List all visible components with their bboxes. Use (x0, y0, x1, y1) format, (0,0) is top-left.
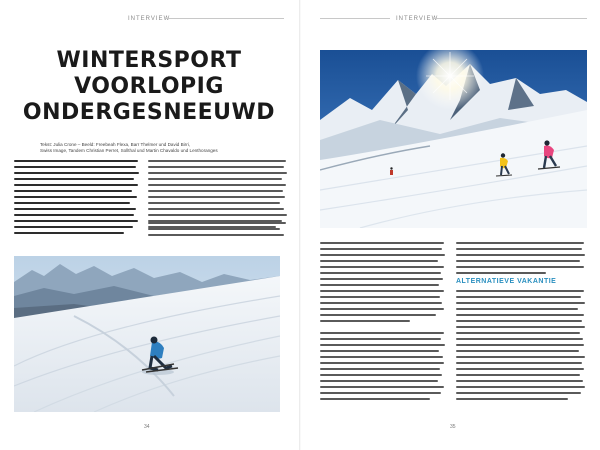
right-body-column-2-top (456, 240, 586, 276)
page-gutter (299, 0, 301, 450)
right-body-column-2-bottom (456, 288, 586, 402)
section-subhead: ALTERNATIEVE VAKANTIE (456, 278, 557, 285)
left-body-column (148, 220, 288, 238)
header-rule-right-b (432, 18, 587, 19)
section-header-left: INTERVIEW (128, 16, 171, 22)
lead-paragraph (14, 158, 140, 236)
skier-slope-photo (14, 256, 280, 412)
mountain-skiers-photo (320, 50, 587, 228)
article-credits (40, 142, 290, 154)
credits-line-2: Swiss Image, Tandem Christian Perret, Sollthal und Martin Chavaldo und Lenthoranges (40, 148, 218, 153)
right-body-column-1 (320, 240, 446, 402)
page-number-left: 34 (144, 424, 150, 430)
title-line-3: ONDERGESNEEUWD (22, 100, 276, 125)
section-header-right: INTERVIEW (396, 16, 439, 22)
article-title (14, 48, 284, 126)
skier-distant (390, 167, 393, 175)
header-rule-right-a (320, 18, 390, 19)
credits-line-1: Tekst: Julia Crone – Beeld: Freebeah Flexa, Barr Thelmer und David Birri, (40, 142, 191, 147)
title-line-1: WINTERSPORT (56, 48, 242, 73)
title-line-2: VOORLOPIG (74, 74, 224, 99)
page-number-right: 35 (450, 424, 456, 430)
header-rule-left (164, 18, 284, 19)
